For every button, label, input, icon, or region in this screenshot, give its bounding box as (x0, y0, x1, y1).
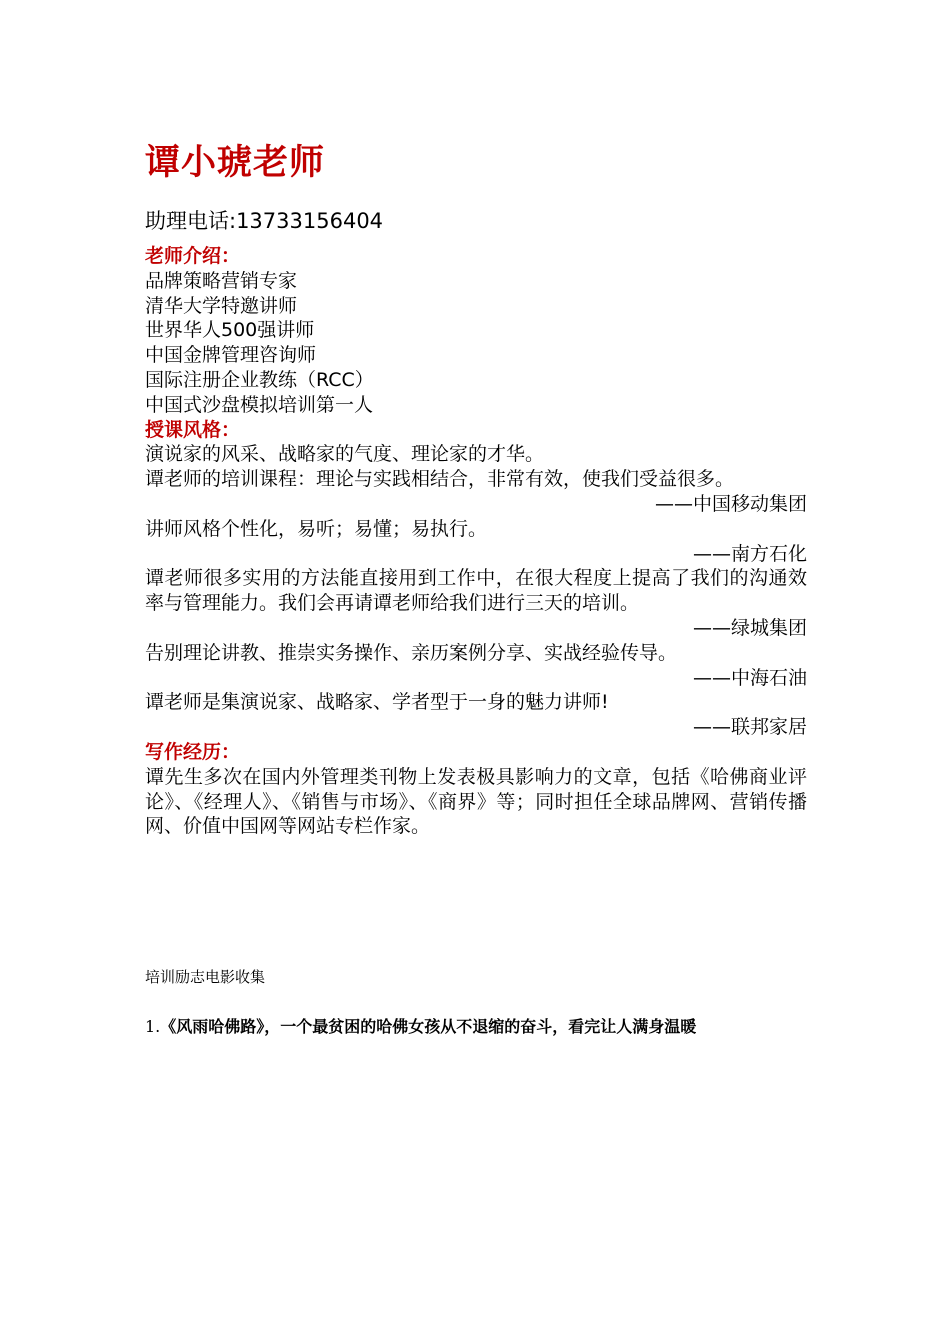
intro-heading: 老师介绍： (145, 245, 241, 267)
testimonial-quote: 谭老师的培训课程：理论与实践相结合，非常有效，使我们受益很多。 (145, 468, 735, 491)
testimonial-quote: 谭老师是集演说家、战略家、学者型于一身的魅力讲师! (145, 691, 609, 714)
testimonial-source: ——南方石化 (692, 542, 807, 565)
intro-item: 清华大学特邀讲师 (145, 294, 298, 317)
intro-item: 中国式沙盘模拟培训第一人 (145, 393, 374, 416)
intro-item: 国际注册企业教练（RCC） (145, 368, 374, 391)
movie-item-number: 1. (145, 1017, 161, 1036)
testimonial-source: ——联邦家居 (692, 716, 807, 739)
intro-item: 中国金牌管理咨询师 (145, 344, 317, 367)
page-title: 谭小琥老师 (145, 143, 326, 183)
movies-title: 培训励志电影收集 (145, 968, 266, 986)
profile-content (145, 138, 807, 839)
testimonial-quote: 告别理论讲教、推崇实务操作、亲历案例分享、实战经验传导。 (145, 641, 678, 664)
movie-item-text: 《风雨哈佛路》，一个最贫困的哈佛女孩从不退缩的奋斗，看完让人满身温暖 (160, 1017, 697, 1036)
writing-text: 谭先生多次在国内外管理类刊物上发表极具影响力的文章，包括《哈佛商业评论》、《经理人》、《销售与市场》、《商界》等；同时担任全球品牌网、营销传播网、价值中国网等网站专栏作家。 (145, 765, 807, 838)
intro-item: 品牌策略营销专家 (145, 269, 298, 292)
testimonial-source: ——中海石油 (692, 666, 807, 689)
intro-item: 世界华人500强讲师 (145, 319, 315, 342)
testimonial-quote: 讲师风格个性化，易听；易懂；易执行。 (145, 517, 488, 540)
writing-section (145, 740, 807, 839)
testimonial-source: ——绿城集团 (692, 616, 807, 639)
teaching-style-section (145, 418, 807, 740)
movie-item (145, 1014, 805, 1039)
testimonial-source: ——中国移动集团 (654, 492, 807, 515)
writing-heading: 写作经历： (145, 740, 241, 763)
teaching-style-heading: 授课风格： (145, 418, 241, 441)
assistant-phone: 助理电话:13733156404 (145, 209, 384, 233)
teaching-style-summary: 演说家的风采、战略家的气度、理论家的才华。 (145, 443, 545, 466)
testimonial-quote: 谭老师很多实用的方法能直接用到工作中，在很大程度上提高了我们的沟通效率与管理能力。我们会再请谭老师给我们进行三天的培训。 (145, 567, 807, 615)
intro-section (145, 244, 807, 418)
